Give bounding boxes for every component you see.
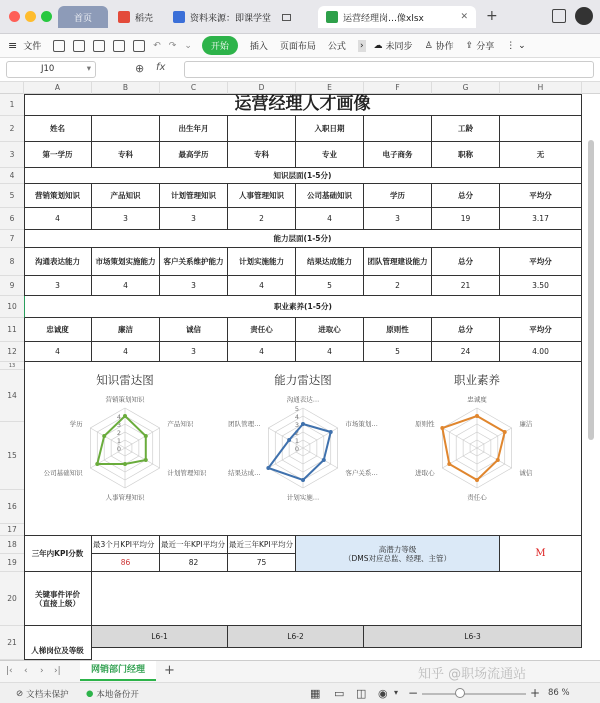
doc-icon <box>173 11 185 23</box>
zoom-slider-handle[interactable] <box>455 688 465 698</box>
add-sheet-button[interactable]: + <box>164 663 175 678</box>
radar-axis-label: 客户关系… <box>345 469 378 477</box>
radar-axis-label: 进取心 <box>415 469 435 477</box>
tab-start[interactable]: 开始 <box>202 36 238 55</box>
column-headers <box>0 82 600 94</box>
undo-icon[interactable]: ↶ <box>153 40 161 51</box>
cell[interactable]: 5 <box>364 342 432 362</box>
radar-spoke <box>303 448 338 468</box>
cell[interactable]: 责任心 <box>228 318 296 342</box>
preview-icon[interactable] <box>133 40 145 52</box>
radar-point <box>144 458 148 462</box>
eye-icon[interactable]: ◉ <box>378 687 388 700</box>
tab-insert[interactable]: 插入 <box>249 42 268 52</box>
cell[interactable]: 专业 <box>296 142 364 168</box>
radar-point <box>440 426 444 430</box>
collab-button[interactable]: ♙ 协作 <box>424 40 454 52</box>
cell[interactable]: 人梯岗位及等级 <box>24 626 92 660</box>
cell[interactable] <box>92 572 582 626</box>
sheet-icon <box>326 11 338 23</box>
radar-spoke <box>477 448 512 468</box>
cell[interactable]: 入职日期 <box>296 116 364 142</box>
chart-title: 职业素养 <box>454 373 500 387</box>
cell[interactable]: 4.00 <box>500 342 582 362</box>
next-sheet-icon[interactable]: › <box>40 666 44 676</box>
section-header[interactable]: 知识层面(1-5分) <box>24 168 582 184</box>
cell[interactable]: 人事管理知识 <box>228 184 296 208</box>
cell[interactable]: 4 <box>296 208 364 230</box>
cell[interactable]: L6-3 <box>364 626 582 648</box>
cell[interactable]: 总分 <box>432 184 500 208</box>
cell[interactable]: 21 <box>432 276 500 296</box>
radar-tick-label: 5 <box>294 405 300 413</box>
radar-point <box>475 478 479 482</box>
row-header[interactable]: 2 <box>0 116 24 142</box>
redo-icon[interactable]: ↷ <box>168 40 177 51</box>
cell[interactable]: 廉洁 <box>92 318 160 342</box>
radar-point <box>496 458 500 462</box>
radar-tick-label: 3 <box>294 421 300 429</box>
cell[interactable]: 19 <box>432 208 500 230</box>
cell[interactable]: 3 <box>160 208 228 230</box>
cell[interactable]: 最近一年KPI平均分 <box>160 536 228 554</box>
cell[interactable]: 4 <box>92 342 160 362</box>
radar-series-line <box>268 424 330 480</box>
print-icon[interactable] <box>93 40 105 52</box>
cell[interactable]: 4 <box>228 276 296 296</box>
cell[interactable]: 最近三年KPI平均分 <box>228 536 296 554</box>
cell[interactable]: 诚信 <box>160 318 228 342</box>
tab-docer[interactable]: 稻壳 <box>110 6 165 28</box>
cell[interactable] <box>364 116 432 142</box>
potential-level-value[interactable]: M <box>500 536 582 572</box>
radar-spoke <box>442 428 477 448</box>
chart-title: 能力雷达图 <box>274 373 332 387</box>
column-header[interactable]: G <box>432 82 500 94</box>
cell[interactable]: 75 <box>228 554 296 572</box>
title-bar <box>0 0 600 34</box>
cell[interactable]: L6-2 <box>228 626 364 648</box>
section-header[interactable]: 职业素养(1-5分) <box>24 296 582 318</box>
radar-point <box>123 414 127 418</box>
row-header[interactable]: 20 <box>0 572 24 626</box>
cell[interactable]: 电子商务 <box>364 142 432 168</box>
cell[interactable]: 3 <box>24 276 92 296</box>
radar-axis-label: 学历 <box>69 420 83 428</box>
row-header[interactable]: 6 <box>0 208 24 230</box>
cell[interactable]: 沟通表达能力 <box>24 248 92 276</box>
radar-axis-label: 团队管理… <box>228 420 261 428</box>
protection-status[interactable]: ⊘ 文档未保护 <box>16 689 69 700</box>
radar-tick-label: 0 <box>116 445 122 453</box>
hamburger-icon: ≡ <box>8 39 18 52</box>
radar-axis-label: 诚信 <box>519 469 533 477</box>
cell[interactable]: 营销策划知识 <box>24 184 92 208</box>
cell-reference-box[interactable]: J10 ▾ <box>6 61 96 78</box>
cloud-icon: ☁ <box>373 40 383 51</box>
user-icon: ♙ <box>424 40 433 51</box>
radar-point <box>329 430 333 434</box>
cell[interactable]: 计划实施能力 <box>228 248 296 276</box>
radar-point <box>102 434 106 438</box>
last-sheet-icon[interactable]: ›| <box>54 666 61 676</box>
radar-spoke <box>125 448 160 468</box>
radar-charts <box>25 362 580 534</box>
normal-view-icon[interactable]: ▦ <box>310 687 321 700</box>
zoom-out-button[interactable]: − <box>408 686 419 700</box>
eye-dropdown-icon[interactable]: ▾ <box>394 688 399 697</box>
radar-axis-label: 结果达成… <box>228 469 261 477</box>
cell[interactable]: 姓名 <box>24 116 92 142</box>
prev-sheet-icon[interactable]: ‹ <box>24 666 28 676</box>
first-sheet-icon[interactable]: |‹ <box>6 666 13 676</box>
radar-point <box>475 414 479 418</box>
radar-point <box>322 458 326 462</box>
row-header[interactable]: 17 <box>0 524 24 536</box>
function-icon[interactable]: fx <box>156 62 166 73</box>
potential-level-cell[interactable]: 高潜力等级 （DMS对应总监、经理、主管） <box>296 536 500 572</box>
cell[interactable]: 总分 <box>432 248 500 276</box>
scroll-right-icon[interactable]: › <box>359 40 364 51</box>
share-button[interactable]: ⇪ 分享 <box>465 40 495 52</box>
radar-axis-label: 忠诚度 <box>467 395 487 404</box>
row-header[interactable]: 9 <box>0 276 24 296</box>
row-header[interactable]: 11 <box>0 318 24 342</box>
radar-axis-label: 沟通表达… <box>286 395 320 404</box>
cell[interactable]: 24 <box>432 342 500 362</box>
menu-button[interactable]: ≡ 文件 <box>8 39 42 52</box>
column-header[interactable]: H <box>500 82 582 94</box>
cell[interactable]: 出生年月 <box>160 116 228 142</box>
radar-axis-label: 市场策划… <box>345 420 378 428</box>
cell[interactable]: 3 <box>160 276 228 296</box>
radar-point <box>266 466 270 470</box>
radar-tick-label: 1 <box>294 437 300 445</box>
radar-axis-label: 计划管理知识 <box>167 469 207 477</box>
zoom-level[interactable]: 86 % <box>548 688 570 698</box>
row-header[interactable]: 18 <box>0 536 24 554</box>
avatar[interactable] <box>575 7 593 25</box>
cell[interactable]: 总分 <box>432 318 500 342</box>
row-header[interactable]: 5 <box>0 184 24 208</box>
radar-point <box>123 462 127 466</box>
cell[interactable]: 平均分 <box>500 318 582 342</box>
radar-axis-label: 营销策划知识 <box>105 395 145 404</box>
sheet-tabs-bar <box>0 660 600 682</box>
column-header[interactable]: B <box>92 82 160 94</box>
open-icon[interactable] <box>53 40 65 52</box>
zoom-window-button[interactable] <box>41 11 52 22</box>
cell[interactable]: L6-1 <box>92 626 228 648</box>
radar-axis-label: 产品知识 <box>167 420 194 428</box>
cell[interactable] <box>92 116 160 142</box>
docer-icon <box>118 11 130 23</box>
cell[interactable]: 关键事件评价（直接上级） <box>24 572 92 626</box>
sheet-title[interactable]: 运营经理人才画像 <box>24 94 582 116</box>
cell[interactable] <box>500 116 582 142</box>
tab-resource[interactable]: 资料来源：即课学堂 <box>165 6 310 28</box>
radar-axis-label: 廉洁 <box>519 420 533 428</box>
cell[interactable]: 3.50 <box>500 276 582 296</box>
radar-point <box>95 462 99 466</box>
cell[interactable]: 平均分 <box>500 184 582 208</box>
row-header[interactable]: 16 <box>0 490 24 524</box>
radar-tick-label: 4 <box>116 413 122 421</box>
sync-button[interactable]: ☁ 未同步 <box>373 40 413 52</box>
radar-spoke <box>303 428 338 448</box>
cell[interactable]: 4 <box>296 342 364 362</box>
formula-input[interactable] <box>184 61 594 78</box>
cell[interactable]: 3 <box>92 208 160 230</box>
radar-tick-label: 0 <box>294 445 300 453</box>
toolbar <box>0 34 600 58</box>
section-header[interactable]: 能力层面(1-5分) <box>24 230 582 248</box>
cell[interactable]: 3 <box>160 342 228 362</box>
radar-spoke <box>125 428 160 448</box>
row-header[interactable]: 10 <box>0 296 24 318</box>
cell[interactable]: 三年内KPI分数 <box>24 536 92 572</box>
radar-axis-label: 原则性 <box>415 420 435 428</box>
page-break-icon[interactable]: ◫ <box>356 687 367 700</box>
row-header[interactable]: 13 <box>0 362 24 370</box>
radar-tick-label: 2 <box>294 429 300 437</box>
row-header[interactable]: 3 <box>0 142 24 168</box>
radar-axis-label: 人事管理知识 <box>105 493 145 502</box>
zoom-in-button[interactable]: + <box>530 686 541 700</box>
cell[interactable]: 忠诚度 <box>24 318 92 342</box>
share-icon: ⇪ <box>465 40 474 51</box>
backup-status[interactable]: ● 本地备份开 <box>86 689 139 700</box>
cell[interactable]: 4 <box>24 342 92 362</box>
page-view-icon[interactable]: ▭ <box>334 687 345 700</box>
shield-icon: ⊘ <box>16 689 24 699</box>
row-header[interactable]: 4 <box>0 168 24 184</box>
check-circle-icon: ● <box>86 689 94 699</box>
radar-spoke <box>477 428 512 448</box>
row-header[interactable]: 7 <box>0 230 24 248</box>
formula-bar <box>0 58 600 82</box>
radar-point <box>144 434 148 438</box>
cell[interactable]: 专科 <box>228 142 296 168</box>
cell[interactable]: 团队管理建设能力 <box>364 248 432 276</box>
export-icon[interactable] <box>113 40 125 52</box>
vertical-scrollbar[interactable] <box>588 140 594 440</box>
radar-axis-label: 责任心 <box>467 493 487 502</box>
column-header[interactable]: D <box>228 82 296 94</box>
radar-axis-label: 公司基础知识 <box>43 469 83 477</box>
dropdown-icon: ▾ <box>86 64 91 74</box>
row-header[interactable]: 12 <box>0 342 24 362</box>
radar-tick-label: 4 <box>294 413 300 421</box>
radar-point <box>447 462 451 466</box>
row-header[interactable]: 14 <box>0 370 24 422</box>
radar-tick-label: 2 <box>116 429 122 437</box>
radar-point <box>287 438 291 442</box>
cell[interactable]: 产品知识 <box>92 184 160 208</box>
radar-point <box>301 422 305 426</box>
tab-home[interactable]: 首页 <box>58 6 108 28</box>
cell[interactable]: 平均分 <box>500 248 582 276</box>
column-header[interactable]: E <box>296 82 364 94</box>
row-header[interactable]: 1 <box>0 94 24 116</box>
column-header[interactable]: C <box>160 82 228 94</box>
cell[interactable]: 最3个月KPI平均分 <box>92 536 160 554</box>
radar-point <box>301 478 305 482</box>
cell[interactable]: 5 <box>296 276 364 296</box>
new-tab-icon[interactable]: + <box>486 8 498 24</box>
row-header[interactable]: 15 <box>0 422 24 490</box>
row-header[interactable]: 21 <box>0 626 24 660</box>
tab-page-layout[interactable]: 页面布局 <box>279 42 316 52</box>
tab-spreadsheet[interactable]: 运营经理岗…像xlsx ✕ <box>318 6 476 28</box>
zoom-search-icon[interactable]: ⊕ <box>135 62 145 75</box>
sheet-tab[interactable]: 网销部门经理 <box>80 661 156 681</box>
cell[interactable]: 3.17 <box>500 208 582 230</box>
cell[interactable]: 无 <box>500 142 582 168</box>
cell[interactable]: 4 <box>24 208 92 230</box>
cell[interactable]: 原则性 <box>364 318 432 342</box>
cell[interactable]: 结果达成能力 <box>296 248 364 276</box>
radar-tick-label: 1 <box>116 437 122 445</box>
tab-formula[interactable]: 公式 <box>327 42 346 52</box>
cell[interactable]: 2 <box>364 276 432 296</box>
row-header[interactable]: 19 <box>0 554 24 572</box>
cell[interactable]: 职称 <box>432 142 500 168</box>
radar-tick-label: 3 <box>116 421 122 429</box>
cell[interactable]: 市场策划实施能力 <box>92 248 160 276</box>
cell[interactable]: 专科 <box>92 142 160 168</box>
radar-point <box>503 430 507 434</box>
cell[interactable]: 工龄 <box>432 116 500 142</box>
window-layout-icon[interactable] <box>552 9 566 23</box>
cell[interactable]: 客户关系维护能力 <box>160 248 228 276</box>
cell[interactable]: 最高学历 <box>160 142 228 168</box>
cell[interactable]: 计划管理知识 <box>160 184 228 208</box>
charts-area <box>24 362 582 536</box>
cell[interactable]: 4 <box>228 342 296 362</box>
status-bar <box>0 682 600 703</box>
cell[interactable]: 第一学历 <box>24 142 92 168</box>
select-all-corner[interactable] <box>0 82 24 94</box>
cell[interactable]: 学历 <box>364 184 432 208</box>
screen-icon <box>282 14 291 21</box>
column-header[interactable]: F <box>364 82 432 94</box>
toolbar-more-icon[interactable]: ⋮ ⌄ <box>506 40 526 51</box>
cell[interactable] <box>228 116 296 142</box>
save-icon[interactable] <box>73 40 85 52</box>
row-header[interactable]: 8 <box>0 248 24 276</box>
cell[interactable]: 82 <box>160 554 228 572</box>
cell[interactable]: 公司基础知识 <box>296 184 364 208</box>
watermark: 知乎 @职场流通站 <box>418 667 527 682</box>
close-window-button[interactable] <box>9 11 20 22</box>
close-tab-icon[interactable]: ✕ <box>460 12 468 22</box>
cell[interactable]: 86 <box>92 554 160 572</box>
zoom-slider[interactable] <box>422 693 526 695</box>
chart-title: 知识雷达图 <box>96 373 154 387</box>
more-icon[interactable]: ⌄ <box>184 40 192 51</box>
radar-axis-label: 计划实施… <box>286 493 320 502</box>
cell[interactable]: 3 <box>364 208 432 230</box>
minimize-window-button[interactable] <box>25 11 36 22</box>
cell[interactable]: 进取心 <box>296 318 364 342</box>
column-header[interactable]: A <box>24 82 92 94</box>
cell[interactable]: 2 <box>228 208 296 230</box>
cell[interactable]: 4 <box>92 276 160 296</box>
